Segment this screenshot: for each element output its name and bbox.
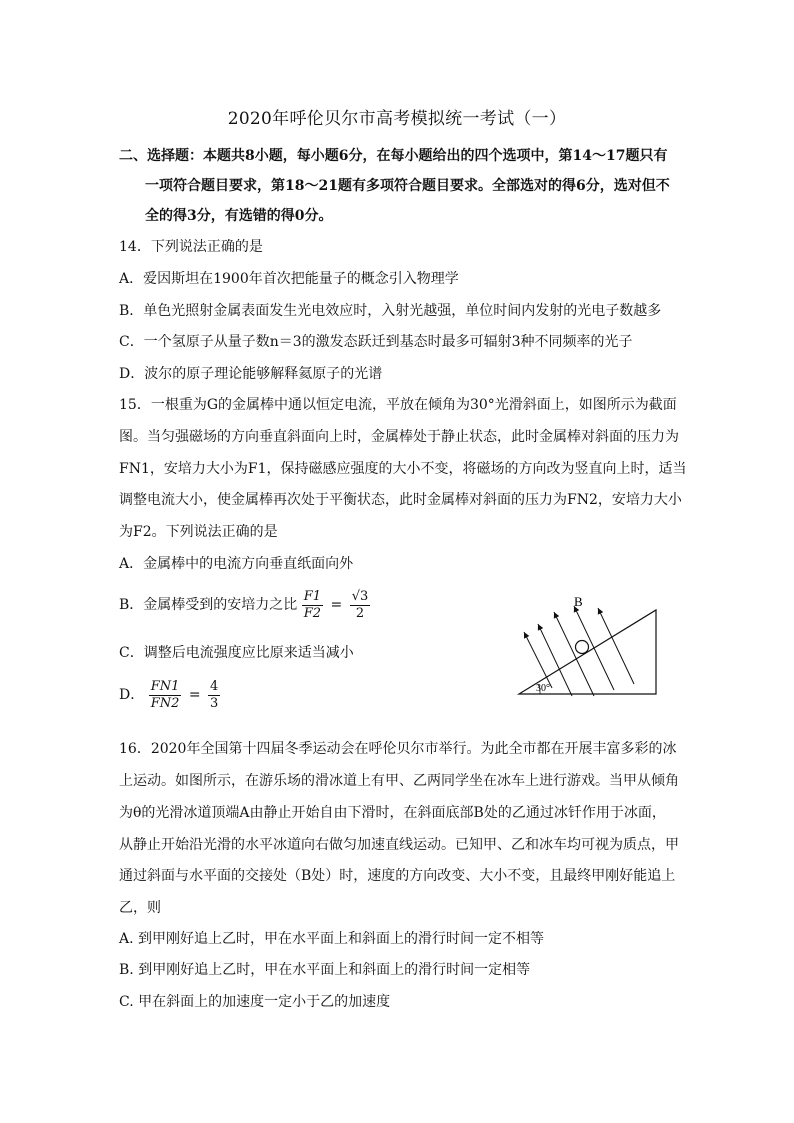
q14-option-c: C．一个氢原子从量子数n＝3的激发态跃迁到基态时最多可辐射3种不同频率的光子: [119, 334, 633, 350]
q14-option-d: D．波尔的原子理论能够解释氦原子的光谱: [119, 366, 383, 382]
fraction-denominator: 3: [210, 695, 219, 711]
q16-option-b: B. 到甲刚好追上乙时，甲在水平面上和斜面上的滑行时间一定相等: [119, 962, 531, 978]
fraction-numerator: FN1: [150, 678, 180, 694]
q15-option-b-fraction: [302, 589, 323, 622]
q16-line-4: 从静止开始沿光滑的水平冰道向右做匀加速直线运动。已知甲、乙和冰车均可视为质点，甲: [119, 837, 679, 853]
exam-title: 2020年呼伦贝尔市高考模拟统一考试（一）: [227, 109, 567, 129]
q16-line-2: 上运动。如图所示，在游乐场的滑冰道上有甲、乙两同学坐在冰车上进行游戏。当甲从倾角: [119, 773, 679, 789]
q15-line-3: FN1，安培力大小为F1，保持磁感应强度的大小不变，将磁场的方向改为竖直向上时，适当: [119, 461, 687, 477]
q16-line-6: 乙，则: [119, 900, 161, 916]
fraction-denominator: 2: [355, 605, 365, 621]
fraction-denominator: FN2: [150, 695, 180, 711]
q16-line-3: 为θ的光滑冰道顶端A由静止开始自由下滑时，在斜面底部B处的乙通过冰钎作用于冰面，: [119, 805, 666, 821]
metal-rod-circle: [576, 641, 589, 654]
q14-stem: 14．下列说法正确的是: [119, 239, 263, 255]
incline-field-diagram: [514, 590, 664, 700]
q15-option-d-fraction: [149, 679, 182, 712]
q15-line-2: 图。当匀强磁场的方向垂直斜面向上时，金属棒处于静止状态，此时金属棒对斜面的压力为: [119, 429, 679, 445]
q16-option-a: A. 到甲刚好追上乙时，甲在水平面上和斜面上的滑行时间一定不相等: [119, 931, 545, 947]
q15-option-d-prefix: D．: [119, 687, 145, 703]
q15-option-b-ratio: [350, 589, 371, 622]
fraction-numerator: √3: [351, 588, 369, 604]
q14-option-a: A．爱因斯坦在1900年首次把能量子的概念引入物理学: [119, 271, 459, 287]
fraction-numerator: 4: [210, 678, 219, 694]
field-label-b: B: [574, 594, 583, 609]
q16-option-c: C. 甲在斜面上的加速度一定小于乙的加速度: [119, 994, 391, 1010]
q15-option-a: A．金属棒中的电流方向垂直纸面向外: [119, 556, 354, 572]
q15-option-c: C．调整后电流强度应比原来适当减小: [119, 645, 354, 661]
q14-option-b: B．单色光照射金属表面发生光电效应时，入射光越强，单位时间内发射的光电子数越多: [119, 303, 662, 319]
q15-option-b-prefix: B．金属棒受到的安培力之比: [119, 597, 298, 613]
section-instructions: [119, 141, 679, 231]
section-line-1: 二、选择题：本题共8小题，每小题6分，在每小题给出的四个选项中，第14～17题只有: [119, 148, 668, 164]
q15-option-d-ratio: [208, 679, 220, 712]
angle-label: 30°: [536, 683, 550, 694]
section-line-2: 一项符合题目要求，第18～21题有多项符合题目要求。全部选对的得6分，选对但不: [145, 178, 670, 194]
q16-line-1: 16．2020年全国第十四届冬季运动会在呼伦贝尔市举行。为此全市都在开展丰富多彩的冰: [119, 741, 677, 757]
q15-line-5: 为F2。下列说法正确的是: [119, 524, 278, 540]
q15-line-4: 调整电流大小，使金属棒再次处于平衡状态，此时金属棒对斜面的压力为FN2，安培力大小: [119, 492, 682, 508]
section-line-3: 全的得3分，有选错的得0分。: [145, 208, 333, 224]
q16-line-5: 通过斜面与水平面的交接处（B处）时，速度的方向改变、大小不变，且最终甲刚好能追上: [119, 868, 676, 884]
equals-sign: =: [330, 597, 343, 613]
equals-sign: =: [188, 687, 201, 703]
field-line: [554, 612, 594, 696]
q15-line-1: 15．一根重为G的金属棒中通以恒定电流，平放在倾角为30°光滑斜面上，如图所示为截面: [119, 397, 677, 413]
field-line: [598, 608, 634, 684]
fraction-denominator: F2: [303, 605, 322, 621]
field-line: [524, 632, 552, 688]
fraction-numerator: F1: [303, 588, 322, 604]
